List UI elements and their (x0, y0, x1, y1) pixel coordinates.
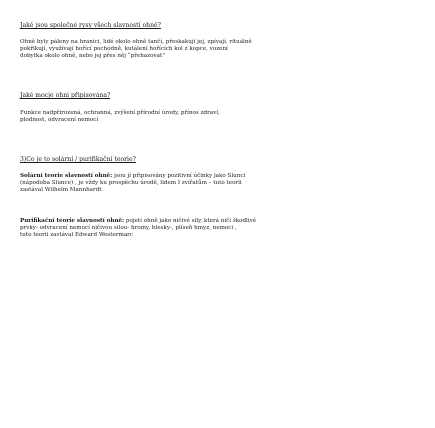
answer-4-line-2: prvky- odvracení nemocí ničivou silou- hromy, blesky-, plíseň hmyz, nemoci , (20, 224, 237, 231)
answer-1-line-2: pokřikují, využívají hořící pochodně, kutálení hořících kol z kopce, vození (20, 45, 228, 52)
answer-2 (20, 110, 430, 124)
answer-4-text-1: pojetí ohně jako ničivé síly, která ničí škodlivé (124, 218, 257, 224)
answer-3-line-2: (nápodoba Slunce) , je vždy ku prospěchu úrodě, lidem I zvířatům – tuto teorii (20, 179, 242, 186)
answer-3-title: Solární teorie slavností ohně: (20, 173, 113, 179)
answer-4-line-1 (20, 218, 430, 225)
question-1: Jaké jsou společné rysy všech slavností ohně? (20, 22, 161, 29)
answer-1-line-1: Ohně byly páleny na hranici, lidé okolo ohně tančí, přeskakují jej, zpívají, rituálně (20, 39, 252, 45)
answer-4-line-3: tuto teorii zastával Edward Westermarc (20, 231, 133, 238)
answer-3 (20, 173, 430, 194)
answer-1-line-3: dobytka okolo ohně, nebo jej přes něj “přehazovat” (20, 52, 166, 59)
question-2: Jaké mocje ohni připisována? (20, 92, 111, 99)
answer-3-line-1 (20, 173, 430, 180)
answer-1 (20, 39, 430, 60)
question-3: 3)Co je to solární / purifikační teorie? (20, 156, 136, 163)
answer-2-line-1: Funkce nadpřirozená, ochranná, zvýšení přírodní úrody, přínos zdraví, (20, 110, 220, 116)
answer-3-text-1: jsou jí připisovány pozitivní účinky jako Slunci (112, 173, 246, 179)
answer-4 (20, 218, 430, 239)
answer-3-line-3: zastával Wilhelm Mannhardt (20, 186, 102, 193)
answer-4-title: Purifikační teorie slavností ohně: (20, 218, 125, 224)
answer-2-line-2: plodnost, odvracení nemocí (20, 116, 99, 123)
